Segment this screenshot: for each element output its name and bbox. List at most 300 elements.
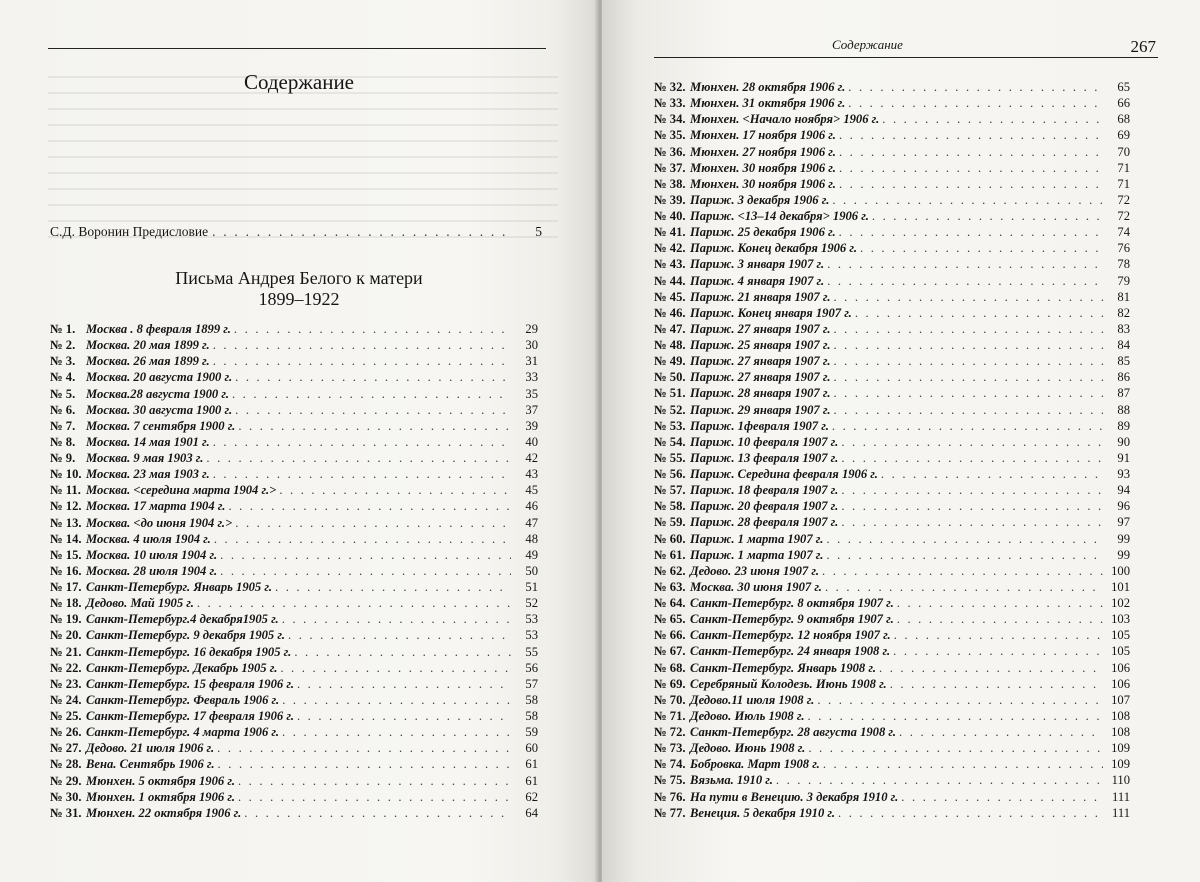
toc-entry bbox=[50, 708, 538, 724]
entry-title: Санкт-Петербург. 9 октября 1907 г. bbox=[690, 612, 894, 627]
entry-page-number: 71 bbox=[1117, 176, 1130, 191]
entry-title: Париж. Середина февраля 1906 г. bbox=[690, 467, 878, 481]
dot-leader bbox=[839, 176, 1103, 192]
toc-entry bbox=[654, 595, 1130, 611]
entry-title: Париж. Конец декабря 1906 г. bbox=[690, 241, 857, 256]
dot-leader bbox=[826, 531, 1103, 547]
toc-entry bbox=[654, 514, 1130, 530]
entry-page-number: 106 bbox=[1111, 660, 1130, 675]
entry-title: Париж. 13 февраля 1907 г. bbox=[690, 450, 839, 465]
entry-page-number: 31 bbox=[525, 354, 538, 369]
toc-entry bbox=[654, 482, 1130, 498]
entry-number: № 16. bbox=[50, 563, 82, 578]
dot-leader bbox=[832, 192, 1103, 208]
dot-leader bbox=[833, 353, 1103, 369]
dot-leader bbox=[220, 547, 511, 563]
entry-page-number: 58 bbox=[525, 709, 538, 723]
entry-page-number: 87 bbox=[1117, 386, 1130, 401]
dot-leader bbox=[294, 644, 511, 660]
entry-page-number: 33 bbox=[525, 370, 538, 385]
entry-page-number: 62 bbox=[525, 789, 538, 804]
entry-page-number: 94 bbox=[1117, 483, 1130, 498]
entry-number: № 49. bbox=[654, 354, 686, 369]
entry-title: Дедово. Июль 1908 г. bbox=[690, 708, 805, 723]
entry-page-number: 106 bbox=[1111, 676, 1130, 691]
dot-leader bbox=[282, 692, 511, 708]
entry-page-number: 105 bbox=[1111, 628, 1130, 643]
entry-number: № 33. bbox=[654, 96, 686, 111]
dot-leader bbox=[214, 531, 511, 547]
toc-entry bbox=[50, 337, 538, 353]
entry-number: № 55. bbox=[654, 450, 686, 465]
entry-number: № 36. bbox=[654, 144, 686, 159]
entry-page-number: 68 bbox=[1117, 112, 1130, 127]
entry-title: Мюнхен. <Начало ноября> 1906 г. bbox=[690, 112, 880, 127]
entry-number: № 74. bbox=[654, 757, 686, 772]
entry-title: Мюнхен. 27 ноября 1906 г. bbox=[690, 144, 836, 159]
entry-number: № 8. bbox=[50, 434, 76, 449]
entry-page-number: 105 bbox=[1111, 644, 1130, 659]
entry-number: № 59. bbox=[654, 515, 686, 530]
dot-leader bbox=[839, 144, 1103, 160]
dot-leader bbox=[220, 563, 511, 579]
toc-entry bbox=[50, 547, 538, 563]
entry-title: Дедово. Май 1905 г. bbox=[86, 596, 194, 611]
dot-leader bbox=[826, 547, 1103, 563]
dot-leader bbox=[823, 756, 1103, 772]
toc-list-right bbox=[654, 79, 1130, 821]
dot-leader bbox=[235, 402, 511, 418]
entry-page-number: 89 bbox=[1117, 418, 1130, 433]
entry-page-number: 43 bbox=[525, 467, 538, 482]
dot-leader bbox=[817, 692, 1103, 708]
page-title: Содержание bbox=[243, 70, 355, 94]
dot-leader bbox=[297, 708, 511, 724]
entry-title: Париж. 21 января 1907 г. bbox=[690, 289, 831, 304]
entry-page-number: 53 bbox=[525, 612, 538, 627]
dot-leader bbox=[808, 740, 1103, 756]
entry-title: Москва. 28 июля 1904 г. bbox=[86, 563, 218, 578]
entry-page-number: 40 bbox=[525, 434, 538, 449]
entry-number: № 75. bbox=[654, 773, 686, 788]
dot-leader bbox=[841, 514, 1103, 530]
entry-title: Санкт-Петербург. 24 января 1908 г. bbox=[690, 644, 891, 659]
entry-number: № 45. bbox=[654, 289, 686, 304]
entry-title: Париж. 25 декабря 1906 г. bbox=[690, 225, 836, 240]
toc-entry bbox=[654, 369, 1130, 385]
entry-title: Москва. 10 июля 1904 г. bbox=[86, 547, 218, 562]
entry-title: Санкт-Петербург. 4 марта 1906 г. bbox=[86, 725, 280, 740]
dot-leader bbox=[839, 160, 1103, 176]
entry-page-number: 100 bbox=[1111, 563, 1130, 578]
entry-number: № 35. bbox=[654, 128, 686, 143]
toc-entry bbox=[654, 224, 1130, 240]
dot-leader bbox=[860, 240, 1103, 256]
entry-title: Санкт-Петербург. 9 декабря 1905 г. bbox=[86, 628, 286, 643]
entry-title: Санкт-Петербург. Февраль 1906 г. bbox=[86, 692, 280, 707]
dot-leader bbox=[825, 579, 1103, 595]
dot-leader bbox=[881, 466, 1103, 482]
entry-title: Париж. Конец января 1907 г. bbox=[690, 305, 852, 320]
entry-title: Санкт-Петербург. Январь 1905 г. bbox=[86, 580, 273, 594]
entry-number: № 41. bbox=[654, 225, 686, 240]
entry-title: Дедово.11 июля 1908 г. bbox=[690, 692, 815, 707]
toc-entry bbox=[50, 756, 538, 772]
entry-page-number: 65 bbox=[1117, 80, 1130, 94]
entry-title: Вязьма. 1910 г. bbox=[690, 773, 773, 788]
entry-number: № 19. bbox=[50, 612, 82, 627]
entry-number: № 32. bbox=[654, 80, 686, 94]
entry-page-number: 30 bbox=[525, 338, 538, 353]
entry-number: № 39. bbox=[654, 192, 686, 207]
entry-title: Париж. 20 февраля 1907 г. bbox=[690, 499, 839, 514]
entry-number: № 63. bbox=[654, 579, 686, 594]
entry-title: Париж. <13–14 декабря> 1906 г. bbox=[690, 209, 869, 223]
entry-page-number: 60 bbox=[525, 741, 538, 756]
dot-leader bbox=[833, 321, 1103, 337]
toc-entry bbox=[50, 579, 538, 595]
entry-page-number: 57 bbox=[525, 676, 538, 691]
toc-entry bbox=[50, 676, 538, 692]
dot-leader bbox=[213, 353, 511, 369]
entry-title: Санкт-Петербург. 17 февраля 1906 г. bbox=[86, 709, 294, 723]
toc-entry bbox=[654, 789, 1130, 805]
entry-page-number: 101 bbox=[1111, 579, 1130, 594]
entry-page-number: 107 bbox=[1111, 692, 1130, 707]
dot-leader bbox=[280, 660, 511, 676]
entry-title: Москва . 8 февраля 1899 г. bbox=[86, 322, 231, 336]
entry-title: Москва. 9 мая 1903 г. bbox=[86, 451, 204, 465]
toc-entry bbox=[50, 386, 538, 402]
entry-page-number: 51 bbox=[525, 580, 538, 594]
dot-leader bbox=[776, 772, 1103, 788]
toc-entry bbox=[50, 418, 538, 434]
dot-leader bbox=[238, 789, 511, 805]
toc-entry bbox=[654, 208, 1130, 224]
entry-number: № 61. bbox=[654, 547, 686, 562]
entry-page-number: 81 bbox=[1117, 289, 1130, 304]
toc-entry bbox=[50, 692, 538, 708]
toc-entry bbox=[50, 450, 538, 466]
toc-list-left bbox=[50, 321, 538, 821]
entry-number: № 48. bbox=[654, 338, 686, 352]
entry-number: № 28. bbox=[50, 757, 82, 772]
entry-number: № 70. bbox=[654, 692, 686, 707]
entry-number: № 56. bbox=[654, 467, 686, 481]
entry-page-number: 39 bbox=[525, 418, 538, 433]
entry-number: № 1. bbox=[50, 322, 76, 336]
entry-page-number: 74 bbox=[1117, 225, 1130, 240]
entry-page-number: 83 bbox=[1117, 321, 1130, 336]
toc-entry bbox=[50, 563, 538, 579]
entry-number: № 29. bbox=[50, 773, 82, 788]
dot-leader bbox=[879, 660, 1103, 676]
dot-leader bbox=[288, 627, 511, 643]
entry-title: Париж. 27 января 1907 г. bbox=[690, 354, 831, 369]
entry-title: Серебряный Колодезь. Июнь 1908 г. bbox=[690, 676, 887, 691]
toc-entry bbox=[654, 547, 1130, 563]
entry-title: Москва. 23 мая 1903 г. bbox=[86, 467, 210, 482]
entry-title: Париж. 25 января 1907 г. bbox=[690, 338, 831, 352]
entry-number: № 73. bbox=[654, 741, 686, 756]
entry-number: № 21. bbox=[50, 644, 82, 659]
entry-number: № 5. bbox=[50, 386, 76, 401]
entry-page-number: 71 bbox=[1117, 160, 1130, 175]
entry-page-number: 55 bbox=[525, 644, 538, 659]
toc-entry bbox=[654, 144, 1130, 160]
dot-leader bbox=[808, 708, 1104, 724]
entry-number: № 52. bbox=[654, 402, 686, 417]
dot-leader bbox=[848, 95, 1103, 111]
entry-page-number: 52 bbox=[525, 596, 538, 611]
entry-number: № 67. bbox=[654, 644, 686, 659]
toc-entry bbox=[50, 353, 538, 369]
entry-page-number: 35 bbox=[525, 386, 538, 401]
dot-leader bbox=[841, 498, 1103, 514]
dot-leader bbox=[282, 611, 511, 627]
entry-page-number: 76 bbox=[1117, 241, 1130, 256]
dot-leader bbox=[872, 208, 1103, 224]
dot-leader bbox=[833, 289, 1103, 305]
entry-number: № 72. bbox=[654, 725, 686, 739]
entry-page-number: 70 bbox=[1117, 144, 1130, 159]
entry-page-number: 99 bbox=[1117, 547, 1130, 562]
entry-page-number: 59 bbox=[525, 725, 538, 740]
entry-title: Бобровка. Март 1908 г. bbox=[690, 757, 820, 772]
entry-page-number: 69 bbox=[1117, 128, 1130, 143]
entry-title: Санкт-Петербург. Январь 1908 г. bbox=[690, 660, 877, 675]
entry-number: № 66. bbox=[654, 628, 686, 643]
header-rule bbox=[654, 57, 1158, 58]
entry-page-number: 42 bbox=[525, 451, 538, 465]
toc-entry bbox=[654, 579, 1130, 595]
toc-entry bbox=[50, 789, 538, 805]
toc-entry bbox=[654, 176, 1130, 192]
entry-number: № 12. bbox=[50, 499, 82, 514]
entry-number: № 23. bbox=[50, 676, 82, 691]
dot-leader bbox=[897, 611, 1103, 627]
dot-leader bbox=[238, 773, 511, 789]
dot-leader bbox=[827, 273, 1103, 289]
entry-title: Санкт-Петербург. 28 августа 1908 г. bbox=[690, 725, 897, 739]
entry-number: № 22. bbox=[50, 660, 82, 675]
toc-entry bbox=[654, 160, 1130, 176]
dot-leader bbox=[833, 385, 1103, 401]
dot-leader bbox=[833, 337, 1103, 353]
toc-entry bbox=[654, 660, 1130, 676]
entry-title: Мюнхен. 30 ноября 1906 г. bbox=[690, 176, 836, 191]
dot-leader bbox=[839, 127, 1103, 143]
entry-title: Санкт-Петербург. 15 февраля 1906 г. bbox=[86, 676, 294, 691]
toc-entry bbox=[50, 498, 538, 514]
entry-number: № 26. bbox=[50, 725, 82, 740]
entry-number: № 4. bbox=[50, 370, 76, 385]
entry-page-number: 72 bbox=[1117, 209, 1130, 223]
toc-entry bbox=[50, 805, 538, 821]
entry-number: № 27. bbox=[50, 741, 82, 756]
entry-number: № 60. bbox=[654, 531, 686, 546]
toc-entry bbox=[50, 660, 538, 676]
entry-title: Венеция. 5 декабря 1910 г. bbox=[690, 805, 836, 820]
entry-title: Мюнхен. 1 октября 1906 г. bbox=[86, 789, 235, 804]
dot-leader bbox=[897, 595, 1103, 611]
entry-title: Москва. 17 марта 1904 г. bbox=[86, 499, 226, 514]
entry-title: Москва. 7 сентября 1900 г. bbox=[86, 418, 236, 433]
entry-number: № 50. bbox=[654, 370, 686, 385]
entry-number: № 18. bbox=[50, 596, 82, 611]
toc-entry bbox=[654, 756, 1130, 772]
entry-page-number: 111 bbox=[1112, 805, 1130, 820]
entry-number: № 76. bbox=[654, 789, 686, 804]
entry-page-number: 48 bbox=[525, 531, 538, 546]
dot-leader bbox=[838, 805, 1103, 821]
entry-page-number: 84 bbox=[1117, 338, 1130, 352]
dot-leader bbox=[279, 482, 511, 498]
toc-entry bbox=[654, 418, 1130, 434]
preface-page-number: 5 bbox=[535, 224, 542, 239]
toc-entry bbox=[50, 482, 538, 498]
entry-title: Санкт-Петербург. 8 октября 1907 г. bbox=[690, 596, 894, 610]
entry-page-number: 37 bbox=[525, 402, 538, 417]
toc-entry bbox=[654, 111, 1130, 127]
section-heading-title: Письма Андрея Белого к матери bbox=[175, 268, 423, 288]
entry-number: № 38. bbox=[654, 176, 686, 191]
dot-leader bbox=[841, 450, 1103, 466]
dot-leader bbox=[839, 224, 1103, 240]
entry-page-number: 109 bbox=[1111, 741, 1130, 756]
entry-title: Дедово. 21 июля 1906 г. bbox=[86, 741, 215, 756]
toc-entry bbox=[654, 127, 1130, 143]
entry-page-number: 66 bbox=[1117, 96, 1130, 111]
entry-page-number: 108 bbox=[1111, 725, 1130, 739]
dot-leader bbox=[827, 256, 1103, 272]
entry-number: № 2. bbox=[50, 338, 76, 353]
entry-title: Париж. 1 марта 1907 г. bbox=[690, 531, 824, 546]
entry-page-number: 93 bbox=[1117, 467, 1130, 481]
toc-entry bbox=[50, 369, 538, 385]
dot-leader bbox=[899, 724, 1103, 740]
dot-leader bbox=[832, 418, 1103, 434]
entry-number: № 40. bbox=[654, 209, 686, 223]
dot-leader bbox=[848, 79, 1103, 95]
entry-page-number: 46 bbox=[525, 499, 538, 514]
dot-leader bbox=[197, 595, 511, 611]
entry-title: Москва. 30 августа 1900 г. bbox=[86, 402, 233, 417]
entry-number: № 30. bbox=[50, 789, 82, 804]
entry-number: № 20. bbox=[50, 628, 82, 643]
dot-leader bbox=[234, 321, 511, 337]
entry-title: Париж. 1февраля 1907 г. bbox=[690, 418, 829, 433]
toc-entry bbox=[654, 337, 1130, 353]
entry-number: № 24. bbox=[50, 692, 82, 707]
entry-number: № 37. bbox=[654, 160, 686, 175]
toc-entry bbox=[50, 627, 538, 643]
running-title: Содержание bbox=[832, 37, 903, 52]
dot-leader bbox=[206, 450, 511, 466]
entry-title: Москва. 14 мая 1901 г. bbox=[86, 434, 210, 449]
toc-entry bbox=[654, 466, 1130, 482]
entry-title: Москва. <середина марта 1904 г.> bbox=[86, 483, 277, 498]
dot-leader bbox=[282, 724, 511, 740]
dot-leader bbox=[213, 466, 511, 482]
dot-leader bbox=[232, 386, 511, 402]
toc-entry bbox=[654, 450, 1130, 466]
entry-title: Москва. <до июня 1904 г.> bbox=[86, 515, 233, 530]
entry-title: Париж. 4 января 1907 г. bbox=[690, 273, 825, 288]
entry-title: Санкт-Петербург.4 декабря1905 г. bbox=[86, 612, 279, 627]
entry-number: № 57. bbox=[654, 483, 686, 498]
entry-number: № 31. bbox=[50, 805, 82, 820]
entry-page-number: 82 bbox=[1117, 305, 1130, 320]
entry-page-number: 79 bbox=[1117, 273, 1130, 288]
entry-title: Париж. 28 февраля 1907 г. bbox=[690, 515, 839, 530]
entry-title: Москва. 26 мая 1899 г. bbox=[86, 354, 210, 369]
entry-page-number: 97 bbox=[1117, 515, 1130, 530]
dot-leader bbox=[213, 434, 511, 450]
toc-entry bbox=[654, 192, 1130, 208]
entry-page-number: 99 bbox=[1117, 531, 1130, 546]
entry-number: № 6. bbox=[50, 402, 76, 417]
entry-number: № 10. bbox=[50, 467, 82, 482]
entry-title: Москва. 30 июня 1907 г. bbox=[690, 579, 822, 594]
toc-entry bbox=[654, 289, 1130, 305]
entry-page-number: 29 bbox=[525, 322, 538, 336]
dot-leader bbox=[213, 337, 511, 353]
entry-page-number: 90 bbox=[1117, 434, 1130, 449]
toc-entry bbox=[654, 305, 1130, 321]
entry-number: № 68. bbox=[654, 660, 686, 675]
entry-title: Вена. Сентябрь 1906 г. bbox=[86, 757, 215, 772]
entry-title: Москва.28 августа 1900 г. bbox=[86, 386, 229, 401]
entry-number: № 14. bbox=[50, 531, 82, 546]
entry-number: № 62. bbox=[654, 563, 686, 578]
entry-number: № 43. bbox=[654, 257, 686, 272]
toc-entry bbox=[50, 644, 538, 660]
entry-page-number: 110 bbox=[1111, 773, 1130, 788]
dot-leader bbox=[217, 740, 511, 756]
toc-entry bbox=[50, 402, 538, 418]
entry-title: Мюнхен. 17 ноября 1906 г. bbox=[690, 128, 836, 143]
toc-entry bbox=[654, 805, 1130, 821]
entry-number: № 53. bbox=[654, 418, 686, 433]
entry-number: № 11. bbox=[50, 483, 81, 498]
entry-page-number: 50 bbox=[525, 563, 538, 578]
entry-number: № 3. bbox=[50, 354, 76, 369]
entry-title: Париж. 3 декабря 1906 г. bbox=[690, 192, 830, 207]
entry-title: Москва. 20 мая 1899 г. bbox=[86, 338, 210, 353]
toc-entry bbox=[50, 611, 538, 627]
toc-entry bbox=[654, 563, 1130, 579]
toc-entry bbox=[50, 740, 538, 756]
entry-number: № 42. bbox=[654, 241, 686, 256]
toc-entry bbox=[654, 498, 1130, 514]
dot-leader bbox=[228, 498, 511, 514]
dot-leader bbox=[894, 627, 1103, 643]
entry-page-number: 111 bbox=[1112, 789, 1130, 804]
toc-entry bbox=[654, 434, 1130, 450]
entry-title: Мюнхен. 31 октября 1906 г. bbox=[690, 96, 846, 111]
dot-leader bbox=[833, 402, 1103, 418]
entry-title: Мюнхен. 30 ноября 1906 г. bbox=[690, 160, 836, 175]
entry-number: № 7. bbox=[50, 418, 76, 433]
entry-title: Париж. 27 января 1907 г. bbox=[690, 370, 831, 385]
preface-entry bbox=[50, 224, 542, 240]
entry-number: № 25. bbox=[50, 709, 82, 723]
toc-entry bbox=[654, 676, 1130, 692]
toc-entry bbox=[654, 708, 1130, 724]
toc-entry bbox=[654, 740, 1130, 756]
toc-entry bbox=[654, 353, 1130, 369]
